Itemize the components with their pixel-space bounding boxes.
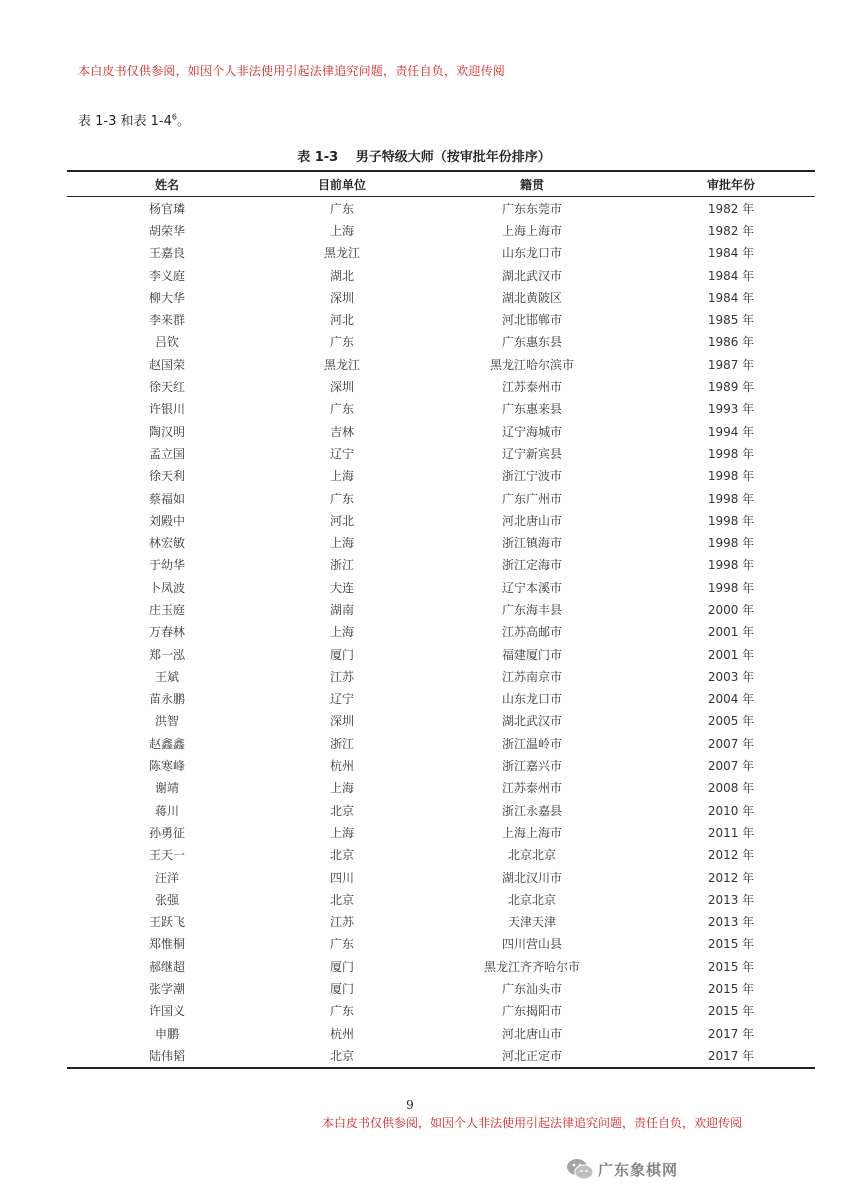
table-row	[67, 888, 815, 910]
cell-unit: 上海	[329, 223, 354, 238]
cell-unit: 广东	[329, 402, 354, 417]
cell-unit: 四川	[329, 870, 354, 885]
cell-year: 2012 年	[707, 848, 755, 863]
cell-name: 徐天红	[148, 380, 185, 395]
cell-year: 1998 年	[707, 513, 755, 528]
column-header-name: 姓名	[67, 171, 267, 197]
cell-year: 1985 年	[707, 313, 755, 328]
intro-text	[78, 110, 190, 129]
cell-hometown: 黑龙江齐齐哈尔市	[483, 959, 580, 974]
bottom-disclaimer: 本白皮书仅供参阅，如因个人非法使用引起法律追究问题，责任自负，欢迎传阅	[322, 1116, 743, 1130]
cell-name: 庄玉庭	[148, 602, 185, 617]
cell-unit: 浙江	[329, 736, 354, 751]
cell-unit: 上海	[329, 781, 354, 796]
cell-year: 1982 年	[707, 223, 755, 238]
cell-name: 张强	[154, 892, 179, 907]
cell-name: 王天一	[148, 848, 185, 863]
cell-hometown: 福建厦门市	[501, 647, 562, 662]
table-row	[67, 665, 815, 687]
cell-hometown: 广东广州市	[501, 491, 562, 506]
cell-hometown: 湖北武汉市	[501, 268, 562, 283]
watermark	[566, 1158, 678, 1180]
cell-hometown: 广东东莞市	[501, 201, 562, 216]
cell-hometown: 北京北京	[507, 848, 556, 863]
table-row	[67, 308, 815, 330]
cell-name: 申鹏	[154, 1026, 179, 1041]
cell-year: 2012 年	[707, 870, 755, 885]
cell-year: 1998 年	[707, 558, 755, 573]
cell-year: 2007 年	[707, 759, 755, 774]
cell-unit: 深圳	[329, 380, 354, 395]
cell-hometown: 浙江永嘉县	[501, 803, 562, 818]
cell-unit: 浙江	[329, 558, 354, 573]
cell-hometown: 广东海丰县	[501, 602, 562, 617]
watermark-text: 广东象棋网	[598, 1160, 679, 1179]
cell-name: 赵国荣	[148, 357, 185, 372]
table-row	[67, 554, 815, 576]
cell-year: 1998 年	[707, 491, 755, 506]
cell-year: 2001 年	[707, 647, 755, 662]
table-row	[67, 621, 815, 643]
cell-year: 2005 年	[707, 714, 755, 729]
cell-hometown: 广东惠东县	[501, 335, 562, 350]
column-header-unit: 目前单位	[267, 171, 417, 197]
table-row	[67, 353, 815, 375]
table-row	[67, 576, 815, 598]
cell-unit: 深圳	[329, 290, 354, 305]
cell-unit: 上海	[329, 469, 354, 484]
cell-unit: 江苏	[329, 915, 354, 930]
cell-year: 2008 年	[707, 781, 755, 796]
cell-year: 1987 年	[707, 357, 755, 372]
cell-hometown: 湖北武汉市	[501, 714, 562, 729]
table-row	[67, 420, 815, 442]
cell-name: 张学潮	[148, 982, 185, 997]
cell-year: 1984 年	[707, 290, 755, 305]
table-body	[67, 197, 815, 1068]
cell-name: 陆伟韬	[67, 1044, 267, 1067]
cell-name: 陈寒峰	[148, 759, 185, 774]
cell-year: 2015 年	[707, 937, 755, 952]
cell-unit: 厦门	[329, 959, 354, 974]
cell-year: 1998 年	[707, 469, 755, 484]
cell-hometown: 天津天津	[507, 915, 556, 930]
cell-name: 胡荣华	[148, 223, 185, 238]
cell-unit: 北京	[329, 892, 354, 907]
cell-name: 赵鑫鑫	[148, 736, 185, 751]
table-row	[67, 465, 815, 487]
cell-hometown: 江苏泰州市	[501, 781, 562, 796]
table-row	[67, 777, 815, 799]
table-row	[67, 197, 815, 220]
cell-year: 2017 年	[647, 1044, 815, 1067]
cell-hometown: 江苏高邮市	[501, 625, 562, 640]
cell-hometown: 河北唐山市	[501, 1026, 562, 1041]
page-number: 9	[406, 1098, 414, 1112]
cell-hometown: 四川营山县	[501, 937, 562, 952]
cell-unit: 上海	[329, 625, 354, 640]
cell-hometown: 湖北汉川市	[501, 870, 562, 885]
cell-name: 万春林	[148, 625, 185, 640]
cell-unit: 广东	[329, 201, 354, 216]
cell-unit: 北京	[267, 1044, 417, 1067]
cell-unit: 厦门	[329, 647, 354, 662]
cell-name: 李来群	[148, 313, 185, 328]
cell-year: 2017 年	[707, 1026, 755, 1041]
cell-unit: 湖南	[329, 602, 354, 617]
cell-unit: 杭州	[329, 759, 354, 774]
cell-name: 王跃飞	[148, 915, 185, 930]
cell-name: 卜凤波	[148, 580, 185, 595]
cell-hometown: 河北唐山市	[501, 513, 562, 528]
cell-year: 1989 年	[707, 380, 755, 395]
cell-name: 汪洋	[154, 870, 179, 885]
cell-unit: 大连	[329, 580, 354, 595]
cell-name: 蔡福如	[148, 491, 185, 506]
table-row	[67, 643, 815, 665]
cell-year: 1993 年	[707, 402, 755, 417]
table-row	[67, 264, 815, 286]
cell-hometown: 上海上海市	[501, 825, 562, 840]
cell-unit: 杭州	[329, 1026, 354, 1041]
cell-unit: 湖北	[329, 268, 354, 283]
cell-year: 2015 年	[707, 982, 755, 997]
cell-name: 洪智	[154, 714, 179, 729]
cell-hometown: 辽宁本溪市	[501, 580, 562, 595]
cell-unit: 北京	[329, 803, 354, 818]
cell-unit: 江苏	[329, 669, 354, 684]
cell-name: 王斌	[154, 669, 179, 684]
cell-year: 2010 年	[707, 803, 755, 818]
cell-name: 苗永鹏	[148, 692, 185, 707]
cell-year: 1982 年	[707, 201, 755, 216]
table-row	[67, 219, 815, 241]
cell-unit: 河北	[329, 513, 354, 528]
cell-hometown: 河北邯郸市	[501, 313, 562, 328]
cell-hometown: 河北正定市	[417, 1044, 647, 1067]
table-row	[67, 933, 815, 955]
cell-year: 2004 年	[707, 692, 755, 707]
table-row	[67, 688, 815, 710]
cell-name: 孟立国	[148, 446, 185, 461]
cell-hometown: 广东惠来县	[501, 402, 562, 417]
cell-year: 1984 年	[707, 246, 755, 261]
table-row	[67, 598, 815, 620]
table-row	[67, 375, 815, 397]
cell-unit: 北京	[329, 848, 354, 863]
cell-year: 2000 年	[707, 602, 755, 617]
cell-unit: 广东	[329, 1004, 354, 1019]
cell-name: 林宏敏	[148, 536, 185, 551]
top-disclaimer: 本白皮书仅供参阅，如因个人非法使用引起法律追究问题，责任自负，欢迎传阅	[78, 64, 506, 78]
cell-unit: 河北	[329, 313, 354, 328]
cell-year: 1986 年	[707, 335, 755, 350]
cell-hometown: 浙江温岭市	[501, 736, 562, 751]
table-row	[67, 1000, 815, 1022]
cell-name: 陶汉明	[148, 424, 185, 439]
intro-suffix: 。	[176, 114, 190, 129]
cell-hometown: 广东汕头市	[501, 982, 562, 997]
table-row	[67, 531, 815, 553]
table-row	[67, 977, 815, 999]
column-header-hometown: 籍贯	[417, 171, 647, 197]
cell-name: 许银川	[148, 402, 185, 417]
cell-name: 柳大华	[148, 290, 185, 305]
table-row	[67, 955, 815, 977]
cell-name: 徐天利	[148, 469, 185, 484]
cell-name: 刘殿中	[148, 513, 185, 528]
grandmasters-table	[67, 170, 815, 1069]
cell-unit: 深圳	[329, 714, 354, 729]
cell-name: 孙勇征	[148, 825, 185, 840]
cell-name: 郑惟桐	[148, 937, 185, 952]
cell-hometown: 广东揭阳市	[501, 1004, 562, 1019]
table-row	[67, 821, 815, 843]
table-row	[67, 398, 815, 420]
cell-unit: 辽宁	[329, 692, 354, 707]
cell-hometown: 湖北黄陂区	[501, 290, 562, 305]
cell-name: 谢靖	[154, 781, 179, 796]
table-row	[67, 1044, 815, 1067]
table-row	[67, 799, 815, 821]
cell-hometown: 浙江定海市	[501, 558, 562, 573]
cell-year: 1998 年	[707, 536, 755, 551]
cell-name: 于幼华	[148, 558, 185, 573]
table-row	[67, 710, 815, 732]
table-row	[67, 866, 815, 888]
table-row	[67, 487, 815, 509]
cell-year: 2015 年	[707, 959, 755, 974]
cell-year: 2007 年	[707, 736, 755, 751]
column-header-year: 审批年份	[647, 171, 815, 197]
table-row	[67, 242, 815, 264]
table-header-row	[67, 171, 815, 197]
cell-unit: 上海	[329, 825, 354, 840]
cell-name: 郑一泓	[148, 647, 185, 662]
cell-unit: 黑龙江	[323, 246, 360, 261]
cell-hometown: 上海上海市	[501, 223, 562, 238]
cell-name: 郝继超	[148, 959, 185, 974]
cell-hometown: 辽宁海城市	[501, 424, 562, 439]
footnote-mark: 6	[171, 112, 177, 122]
cell-hometown: 北京北京	[507, 892, 556, 907]
cell-year: 2015 年	[707, 1004, 755, 1019]
cell-hometown: 黑龙江哈尔滨市	[489, 357, 574, 372]
cell-year: 2003 年	[707, 669, 755, 684]
cell-unit: 吉林	[329, 424, 354, 439]
table-row	[67, 844, 815, 866]
cell-name: 杨官璘	[148, 201, 185, 216]
cell-hometown: 江苏南京市	[501, 669, 562, 684]
cell-hometown: 辽宁新宾县	[501, 446, 562, 461]
table-row	[67, 442, 815, 464]
table-row	[67, 911, 815, 933]
cell-unit: 辽宁	[329, 446, 354, 461]
table-row	[67, 331, 815, 353]
cell-hometown: 浙江宁波市	[501, 469, 562, 484]
cell-hometown: 浙江镇海市	[501, 536, 562, 551]
table-row	[67, 732, 815, 754]
table-row	[67, 509, 815, 531]
table-row	[67, 286, 815, 308]
cell-unit: 黑龙江	[323, 357, 360, 372]
cell-name: 吕钦	[154, 335, 179, 350]
wechat-icon	[566, 1158, 594, 1180]
cell-hometown: 山东龙口市	[501, 692, 562, 707]
cell-year: 2001 年	[707, 625, 755, 640]
cell-unit: 广东	[329, 491, 354, 506]
cell-hometown: 浙江嘉兴市	[501, 759, 562, 774]
cell-year: 1998 年	[707, 580, 755, 595]
table-row	[67, 1022, 815, 1044]
cell-name: 李义庭	[148, 268, 185, 283]
cell-year: 1984 年	[707, 268, 755, 283]
cell-hometown: 山东龙口市	[501, 246, 562, 261]
cell-unit: 广东	[329, 335, 354, 350]
cell-year: 1998 年	[707, 446, 755, 461]
cell-year: 2013 年	[707, 892, 755, 907]
intro-text-main: 表 1-3 和表 1-4	[78, 114, 172, 129]
cell-unit: 厦门	[329, 982, 354, 997]
cell-unit: 广东	[329, 937, 354, 952]
cell-unit: 上海	[329, 536, 354, 551]
table-caption: 表 1-3 男子特级大师（按审批年份排序）	[297, 150, 551, 165]
cell-year: 2013 年	[707, 915, 755, 930]
cell-name: 许国义	[148, 1004, 185, 1019]
cell-hometown: 江苏泰州市	[501, 380, 562, 395]
table-row	[67, 754, 815, 776]
cell-name: 王嘉良	[148, 246, 185, 261]
cell-name: 蒋川	[154, 803, 179, 818]
cell-year: 2011 年	[707, 825, 755, 840]
cell-year: 1994 年	[707, 424, 755, 439]
